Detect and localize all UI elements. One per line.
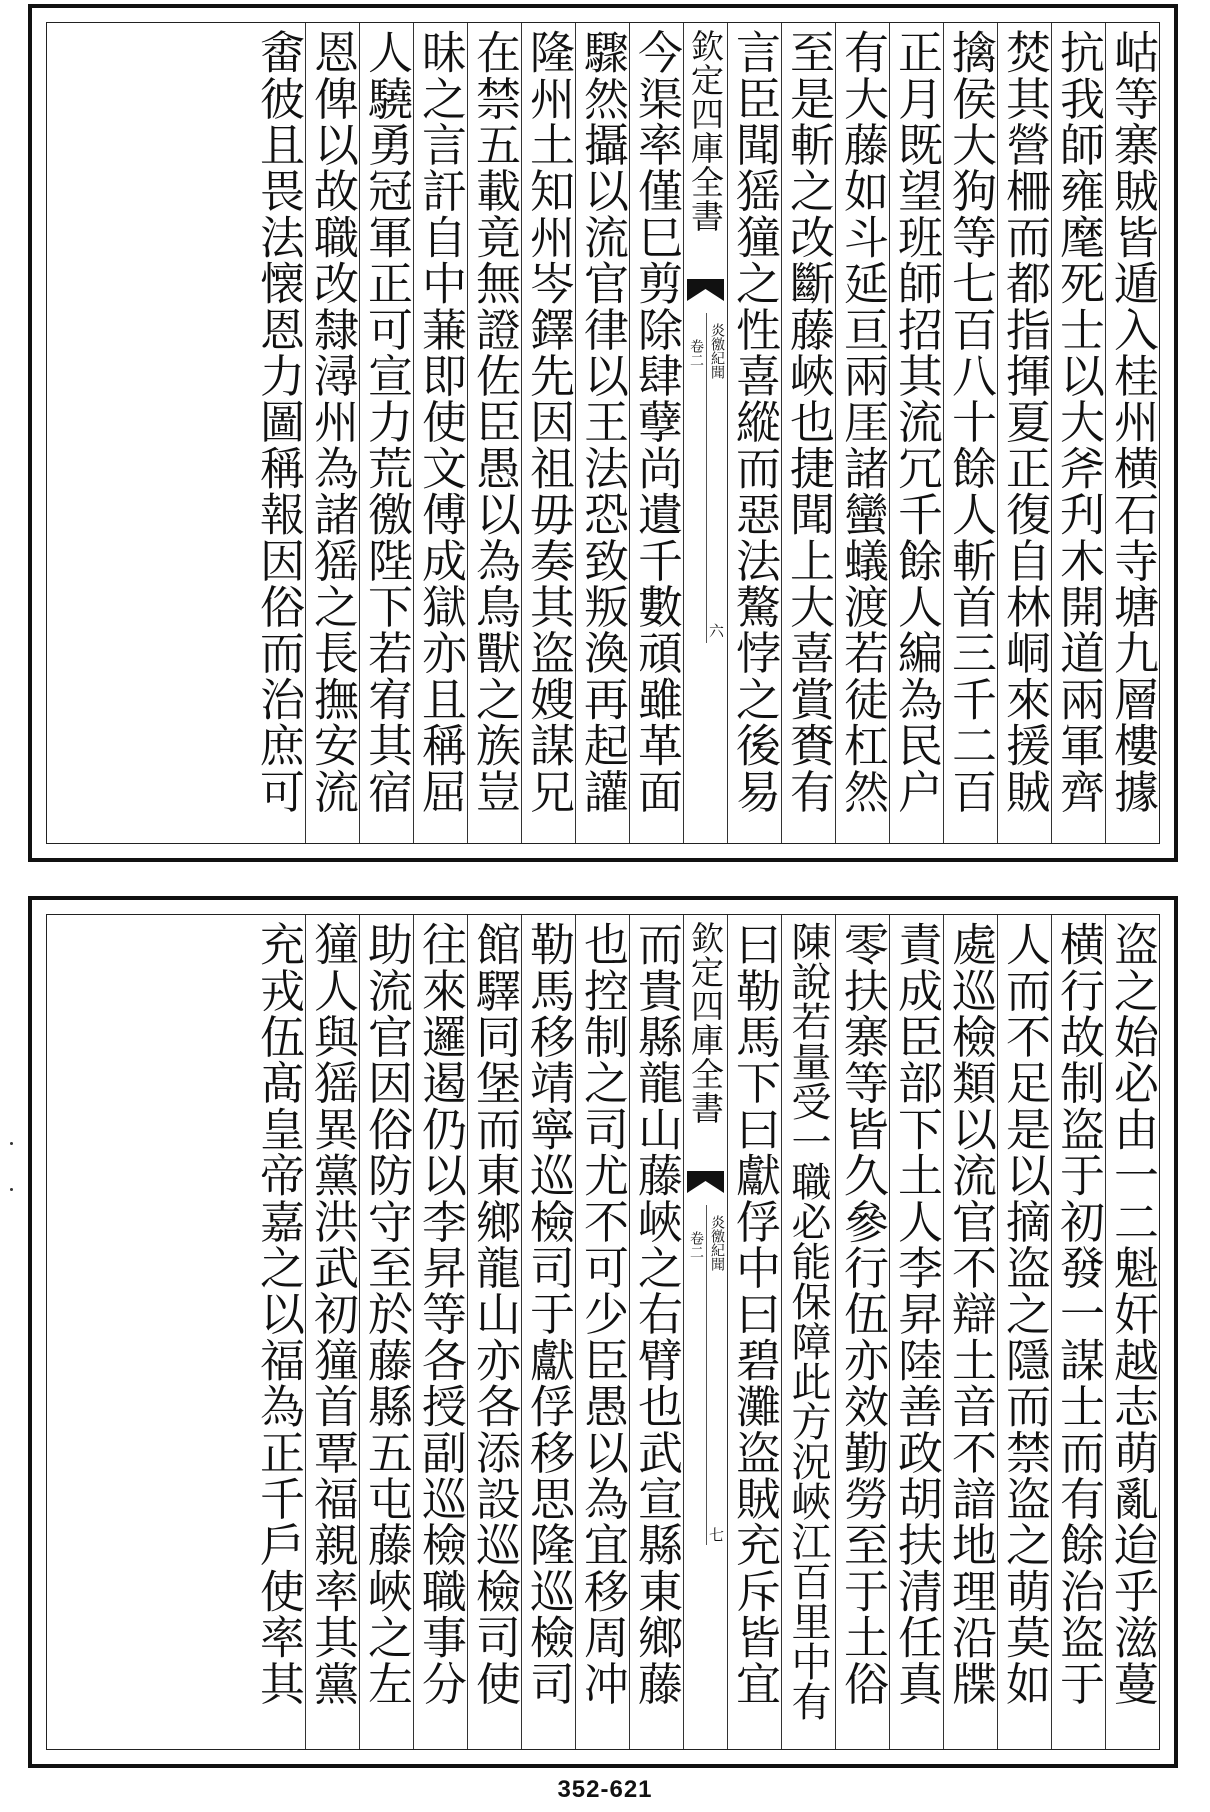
bottom-page-inner-border: [46, 914, 1160, 1750]
page-number: 七: [707, 1527, 725, 1542]
scan-speck: [10, 1142, 13, 1145]
text-column: 言臣聞猺獞之性喜縱而惡法驁悖之後易: [727, 23, 781, 843]
page-number: 六: [707, 623, 725, 638]
collection-title: 欽定四庫全書: [686, 921, 725, 1125]
text-column: 陳說若量受一職必能保障此方況峽江百里中有: [781, 915, 835, 1749]
text-column: 抗我師雍麾死士以大斧刋木開道兩軍齊: [1051, 23, 1105, 843]
text-column: 勒馬移靖寧巡檢司于獻俘移思隆巡檢司: [521, 915, 575, 1749]
text-column: 横行故制盗于初發一謀士而有餘治盗于: [1051, 915, 1105, 1749]
top-page-frame: [28, 4, 1178, 862]
text-column: 今渠率僅巳剪除肆孽尚遺千數頑雖革面: [629, 23, 683, 843]
text-column: 曰勒馬下曰獻俘中曰碧灘盗賊充斥皆宜: [727, 915, 781, 1749]
center-divider-line: [706, 1205, 707, 1545]
collection-title: 欽定四庫全書: [686, 29, 725, 233]
text-column: 而貴縣龍山藤峽之右臂也武宣縣東鄉藤: [629, 915, 683, 1749]
text-column: 責成臣部下土人李昇陸善政胡扶清任真: [889, 915, 943, 1749]
text-column: 人而不足是以摘盗之隱而禁盗之萌莫如: [997, 915, 1051, 1749]
text-column: 在禁五載竟無證佐臣愚以為鳥獸之族豈: [467, 23, 521, 843]
bottom-page-frame: [28, 896, 1178, 1768]
text-column: 擒侯大狗等七百八十餘人斬首三千二百: [943, 23, 997, 843]
fold-center-column: [683, 23, 727, 843]
text-column: 人驍勇冠軍正可宣力荒徼陛下若宥其宿: [359, 23, 413, 843]
book-title: 炎徼紀聞: [709, 323, 725, 379]
text-column: 往來邏遏仍以李昇等各授副巡檢職事分: [413, 915, 467, 1749]
bottom-page-columns: [47, 915, 1159, 1749]
text-column: 也控制之司尤不可少臣愚以為宜移周冲: [575, 915, 629, 1749]
page-footer-code: 352-621: [557, 1776, 653, 1803]
text-column: 獞人與猺異黨洪武初獞首覃福親率其黨: [305, 915, 359, 1749]
text-column: 充戎伍髙皇帝嘉之以福為正千戶使率其: [252, 921, 305, 1707]
text-column: 岵等寨賊皆遁入桂州横石寺塘九層樓據: [1105, 23, 1159, 843]
text-column: 至是斬之改斷藤峽也捷聞上大喜賞賚有: [781, 23, 835, 843]
volume-label: 卷二: [688, 339, 704, 367]
text-column: 驟然攝以流官律以王法恐致叛渙再起讙: [575, 23, 629, 843]
text-column: 隆州土知州岑鐸先因祖毋奏其盗嫂謀兄: [521, 23, 575, 843]
text-column: 畬彼且畏法懐恩力圖稱報因俗而治庶可: [252, 29, 305, 815]
scan-speck: [10, 1188, 13, 1191]
text-column: 有大藤如斗延亘兩厓諸蠻蟻渡若徒杠然: [835, 23, 889, 843]
text-column: 館驛同堡而東鄉龍山亦各添設巡檢司使: [467, 915, 521, 1749]
center-divider-line: [706, 313, 707, 643]
fold-center-column: [683, 915, 727, 1749]
top-page-inner-border: [46, 22, 1160, 844]
top-page-columns: [47, 23, 1159, 843]
text-column: 盗之始必由一二魁奸越志萌亂迨乎滋蔓: [1105, 915, 1159, 1749]
text-column: 處巡檢類以流官不辯土音不諳地理沿牒: [943, 915, 997, 1749]
fishtail-mark-icon: [687, 1171, 724, 1195]
volume-label: 卷二: [688, 1231, 704, 1259]
text-column: 助流官因俗防守至於藤縣五屯藤峽之左: [359, 915, 413, 1749]
text-column: 零扶寨等皆久參行伍亦效勤勞至于土俗: [835, 915, 889, 1749]
fishtail-mark-icon: [687, 279, 724, 303]
text-column: 恩俾以故職改隸潯州為諸猺之長撫安流: [305, 23, 359, 843]
text-column: 焚其營柵而都指揮夏正復自林峒來援賊: [997, 23, 1051, 843]
text-column: 昧之言訐自中蒹即使文傅成獄亦且稱屈: [413, 23, 467, 843]
book-title: 炎徼紀聞: [709, 1215, 725, 1271]
text-column: 正月既望班師招其流冗千餘人編為民户: [889, 23, 943, 843]
